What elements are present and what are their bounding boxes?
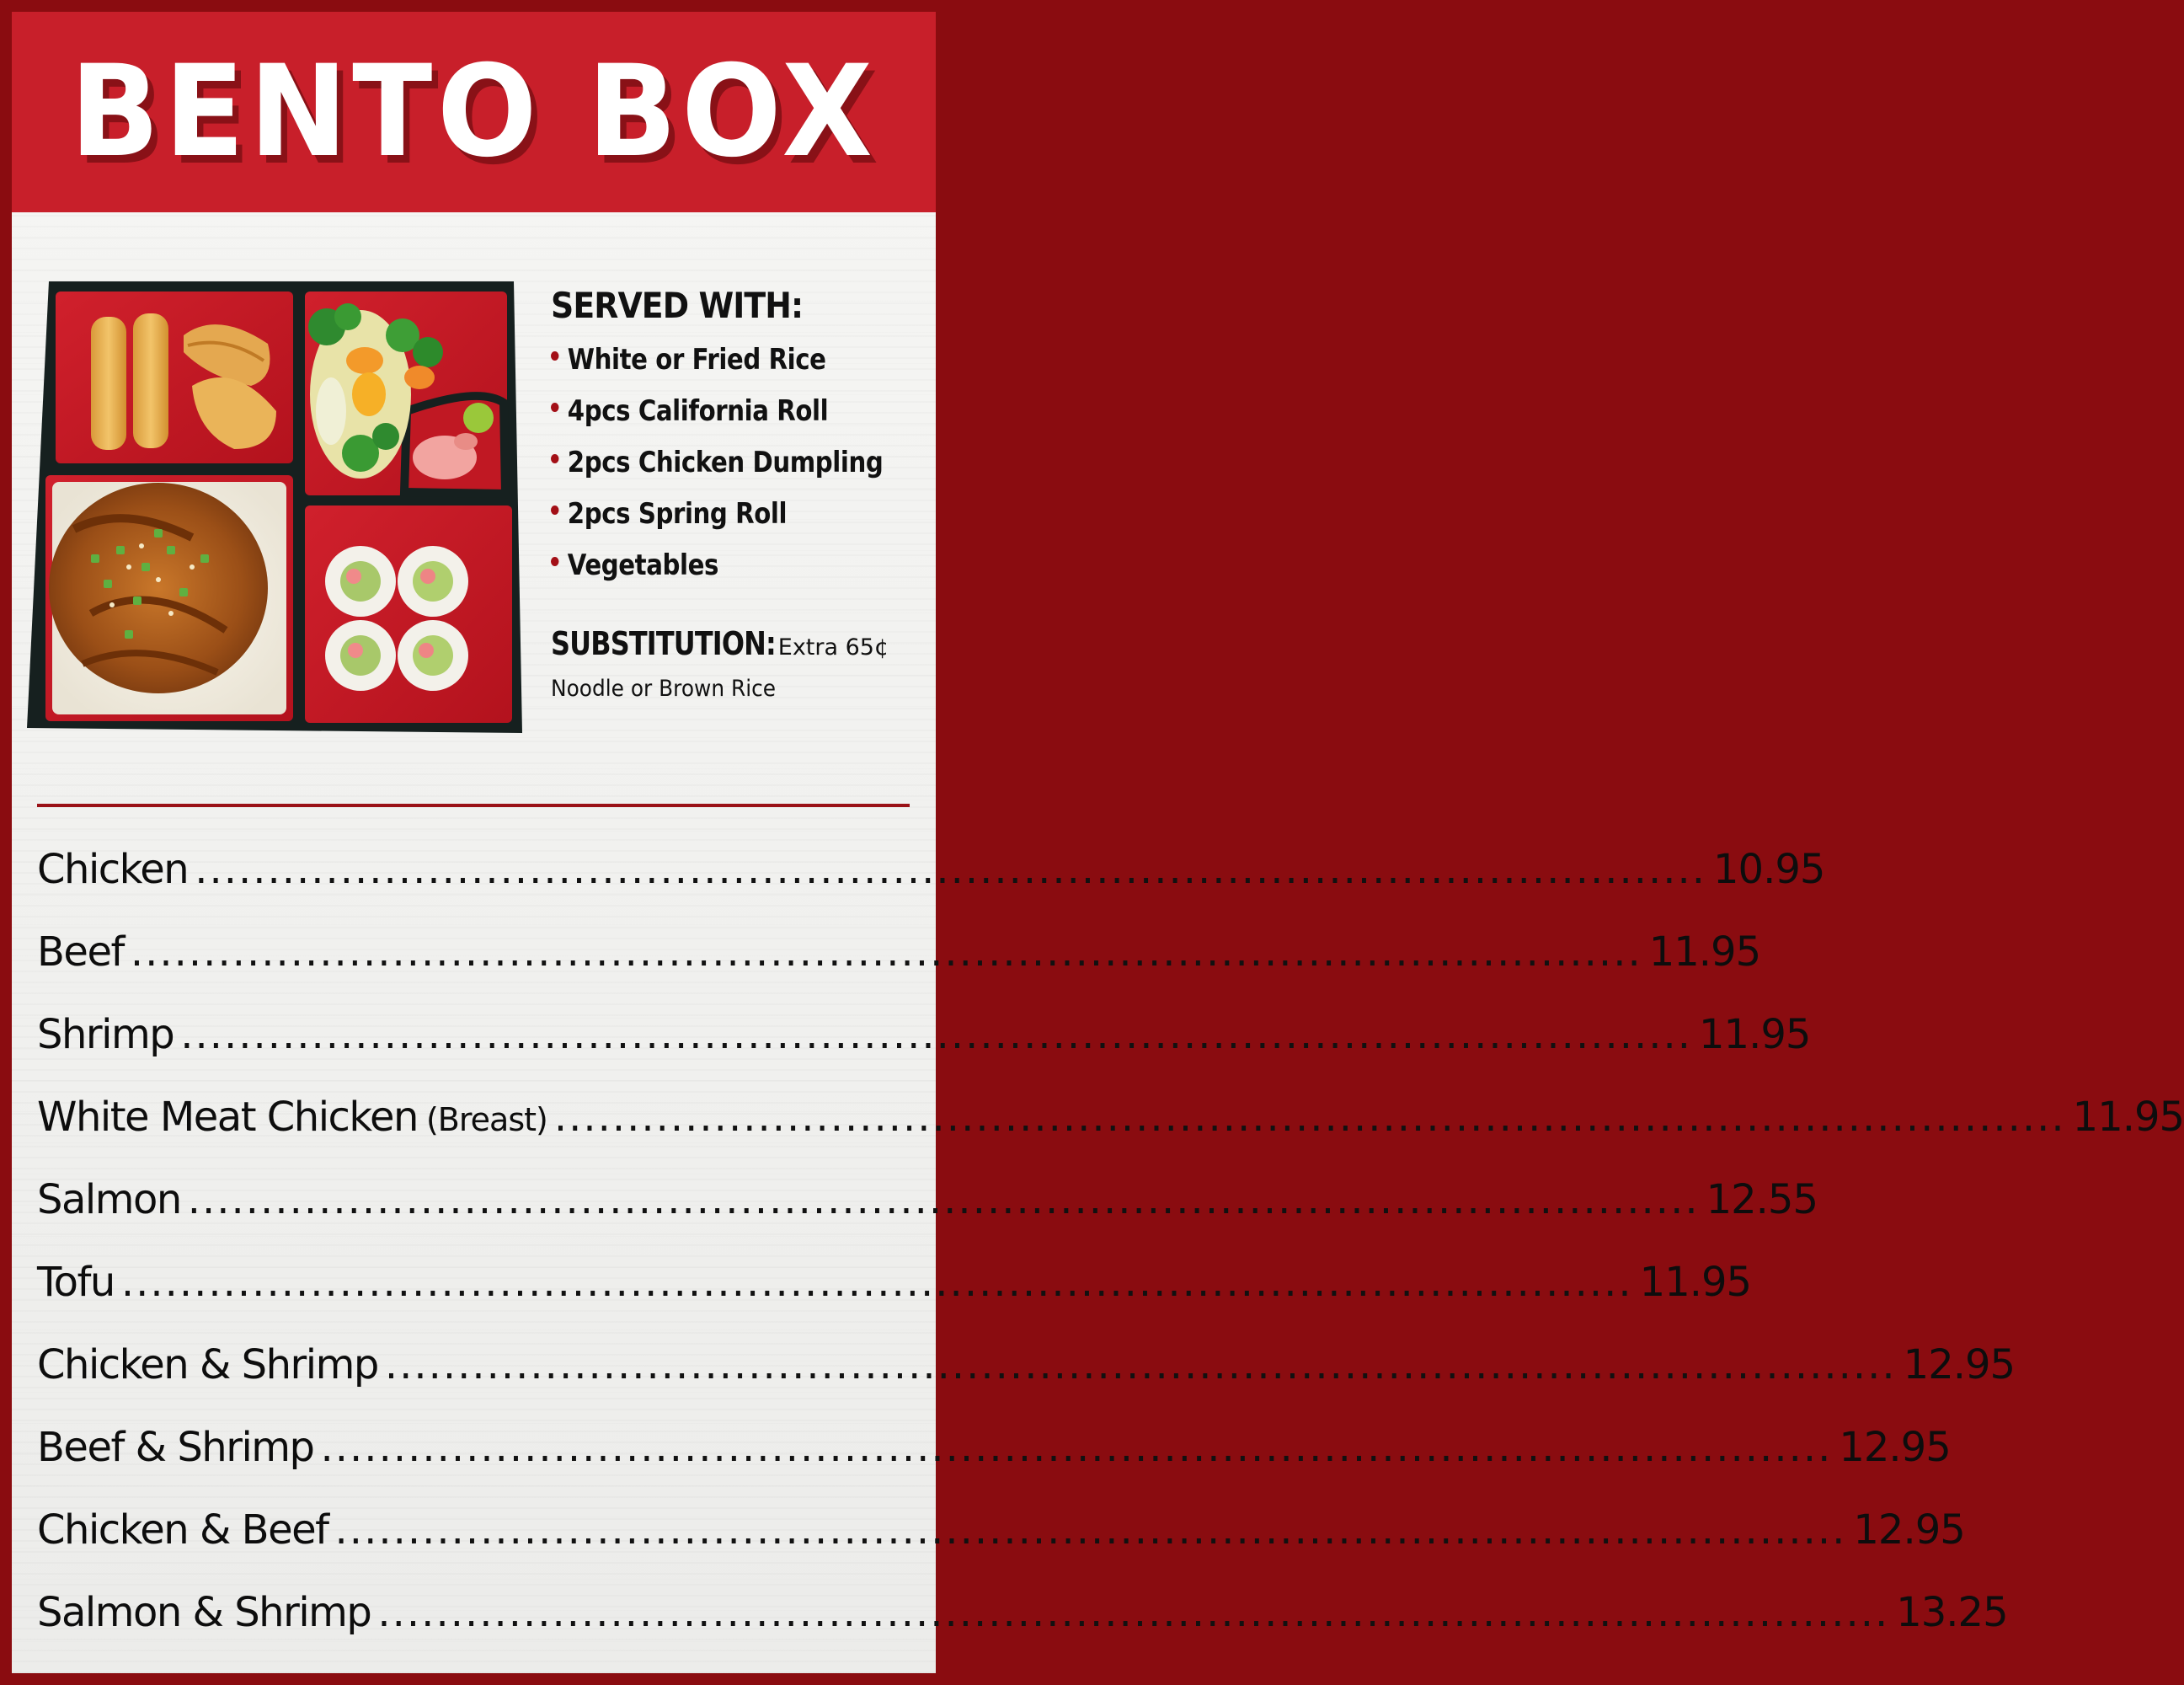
- menu-board: [12, 12, 2184, 1673]
- list-item: 4pcs California Roll: [551, 386, 877, 437]
- menu-item: [37, 928, 1761, 1011]
- divider: [37, 804, 910, 807]
- dot-leader: ........................................................................................................: [187, 1176, 1700, 1223]
- bullet-dot: [551, 454, 558, 463]
- bullet-dot: [551, 506, 558, 515]
- menu-item: [37, 1589, 2008, 1672]
- dot-leader: ........................................................................................................: [120, 1259, 1633, 1306]
- menu-item-name: Beef & Shrimp: [37, 1424, 314, 1471]
- dot-leader: ........................................................................................................: [377, 1589, 1890, 1636]
- dot-leader: ........................................................................................................: [130, 928, 1642, 976]
- menu-item: [37, 1176, 1818, 1259]
- page-title: BENTO BOX: [70, 39, 878, 185]
- list-item: 2pcs Chicken Dumpling: [551, 437, 877, 489]
- menu-item: [37, 1011, 1811, 1094]
- menu-item: [37, 846, 1825, 928]
- menu-item-price: 12.55: [1706, 1176, 1818, 1223]
- menu-item-price: 12.95: [1853, 1506, 1965, 1554]
- served-with-list: [551, 334, 930, 591]
- menu-item-price: 13.25: [1896, 1589, 2008, 1636]
- menu-item-price: 10.95: [1713, 846, 1825, 893]
- bullet-dot: [551, 403, 558, 412]
- menu-item-note: (Breast): [425, 1101, 547, 1138]
- menu-item-price: 11.95: [1648, 928, 1761, 976]
- menu-item-name: Shrimp: [37, 1011, 174, 1058]
- substitution-options: Noodle or Brown Rice: [551, 676, 777, 702]
- bento-photo: [24, 276, 527, 735]
- menu-item: [37, 1259, 1752, 1341]
- substitution-extra: Extra 65¢: [777, 634, 889, 661]
- served-with-heading: SERVED WITH:: [551, 285, 804, 326]
- dot-leader: ........................................................................................................: [195, 846, 1707, 893]
- bullet-dot: [551, 557, 558, 566]
- dot-leader: ........................................................................................................: [334, 1506, 1847, 1554]
- dot-leader: ........................................................................................................: [180, 1011, 1692, 1058]
- menu-item-name: Chicken: [37, 846, 189, 893]
- list-item: White or Fried Rice: [551, 334, 877, 386]
- menu-item: [37, 1094, 2184, 1176]
- served-with-section: [551, 285, 930, 591]
- substitution-section: [551, 625, 930, 702]
- menu-item-name: Beef: [37, 928, 124, 976]
- menu-item-price: 11.95: [1699, 1011, 1811, 1058]
- menu-item-name: Salmon & Shrimp: [37, 1589, 371, 1636]
- list-item: 2pcs Spring Roll: [551, 489, 877, 540]
- bullet-dot: [551, 351, 558, 361]
- menu-item: [37, 1341, 2016, 1424]
- menu-item: [37, 1506, 1965, 1589]
- dot-leader: ........................................................................................................: [320, 1424, 1833, 1471]
- menu-item-name: Chicken & Shrimp: [37, 1341, 378, 1388]
- menu-item-name: Tofu: [37, 1259, 115, 1306]
- substitution-label: SUBSTITUTION:: [551, 625, 776, 662]
- header-banner: [12, 12, 936, 212]
- menu-item-price: 12.95: [1839, 1424, 1951, 1471]
- menu-list: [37, 846, 2184, 1672]
- menu-item: [37, 1424, 1951, 1506]
- menu-item-name: White Meat Chicken: [37, 1094, 418, 1141]
- menu-item-name: Salmon: [37, 1176, 181, 1223]
- menu-item-price: 11.95: [1639, 1259, 1752, 1306]
- menu-item-price: 11.95: [2072, 1094, 2184, 1141]
- dot-leader: ........................................................................................................: [553, 1094, 2066, 1141]
- menu-item-price: 12.95: [1903, 1341, 2016, 1388]
- dot-leader: ........................................................................................................: [384, 1341, 1897, 1388]
- menu-item-name: Chicken & Beef: [37, 1506, 328, 1554]
- list-item: Vegetables: [551, 540, 877, 591]
